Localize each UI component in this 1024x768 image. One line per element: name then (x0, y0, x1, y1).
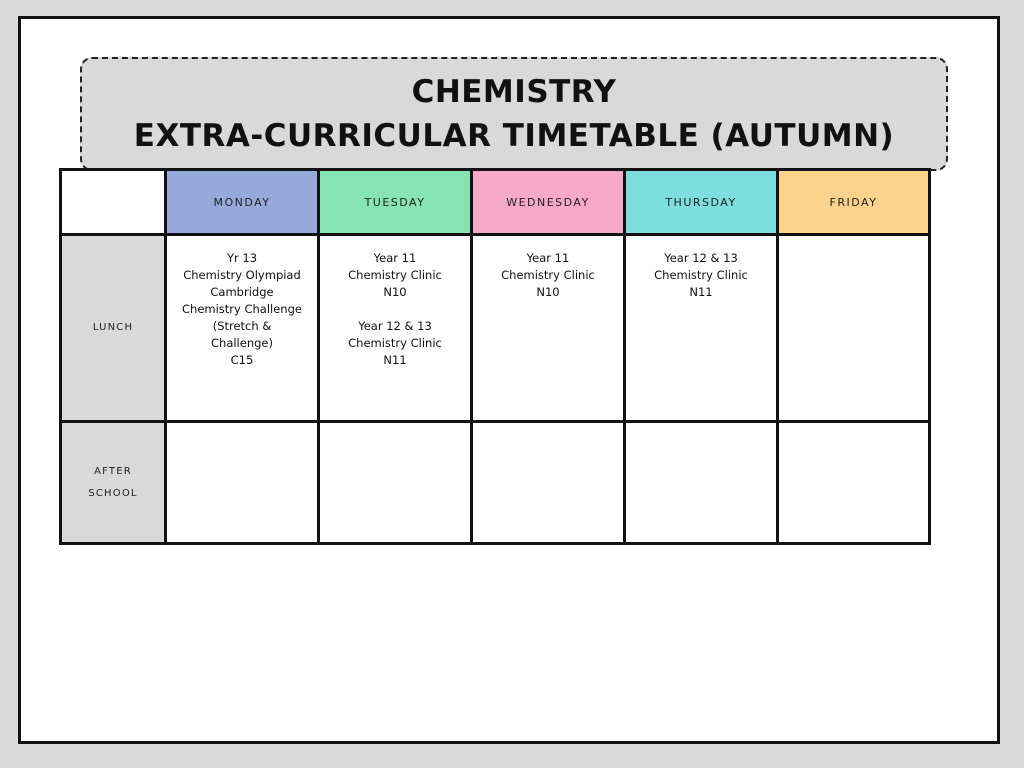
timetable-grid (59, 168, 931, 545)
session-entry (473, 250, 623, 301)
title-line-1: CHEMISTRY (411, 74, 617, 110)
session-entry-line: Yr 13 (226, 251, 258, 265)
row-label-school-text: SCHOOL (88, 487, 138, 499)
session-entry-line: Chemistry Olympiad (183, 268, 301, 282)
title-banner (80, 57, 948, 171)
session-entry-line: Year 12 & 13 (358, 319, 432, 333)
session-entry-line: C15 (230, 353, 254, 367)
cell-lunch-thursday (625, 235, 778, 422)
corner-cell (61, 170, 166, 235)
cell-lunch-wednesday (472, 235, 625, 422)
day-header-thursday: THURSDAY (625, 170, 778, 235)
cell-after-school-wednesday (472, 422, 625, 544)
session-entry-line: Year 11 (526, 251, 570, 265)
session-entry-line: Chemistry Clinic (348, 336, 442, 350)
cell-lunch-monday (166, 235, 319, 422)
session-entry-line: N10 (383, 285, 407, 299)
cell-after-school-friday (778, 422, 930, 544)
cell-lunch-tuesday (319, 235, 472, 422)
row-label-after-text: AFTER (94, 465, 132, 477)
after-school-row (61, 422, 930, 544)
session-entry-line: Chemistry Challenge (182, 302, 302, 316)
row-label-after-school (61, 422, 166, 544)
session-entry-line: Chemistry Clinic (654, 268, 748, 282)
session-entry (320, 318, 470, 369)
session-entry-line: N10 (536, 285, 560, 299)
day-header-friday: FRIDAY (778, 170, 930, 235)
session-entry-line: (Stretch & (212, 319, 272, 333)
cell-lunch-friday (778, 235, 930, 422)
session-entry (626, 250, 776, 301)
session-entry-line: N11 (689, 285, 713, 299)
session-entry-line: Challenge) (211, 336, 273, 350)
session-entry-line: Cambridge (210, 285, 274, 299)
day-header-wednesday: WEDNESDAY (472, 170, 625, 235)
cell-after-school-tuesday (319, 422, 472, 544)
row-label-lunch (61, 235, 166, 422)
session-entry-line: N11 (383, 353, 407, 367)
header-row (61, 170, 930, 235)
row-label-lunch-text: LUNCH (92, 322, 134, 333)
lunch-row (61, 235, 930, 422)
day-header-tuesday: TUESDAY (319, 170, 472, 235)
session-entry-line: Year 12 & 13 (664, 251, 738, 265)
session-entry-line: Chemistry Clinic (348, 268, 442, 282)
day-header-monday: MONDAY (166, 170, 319, 235)
session-entry-line: Year 11 (373, 251, 417, 265)
cell-after-school-thursday (625, 422, 778, 544)
session-entry-line: Chemistry Clinic (501, 268, 595, 282)
session-entry (167, 250, 317, 369)
cell-after-school-monday (166, 422, 319, 544)
session-entry (320, 250, 470, 301)
title-line-2: EXTRA-CURRICULAR TIMETABLE (AUTUMN) (133, 118, 895, 154)
